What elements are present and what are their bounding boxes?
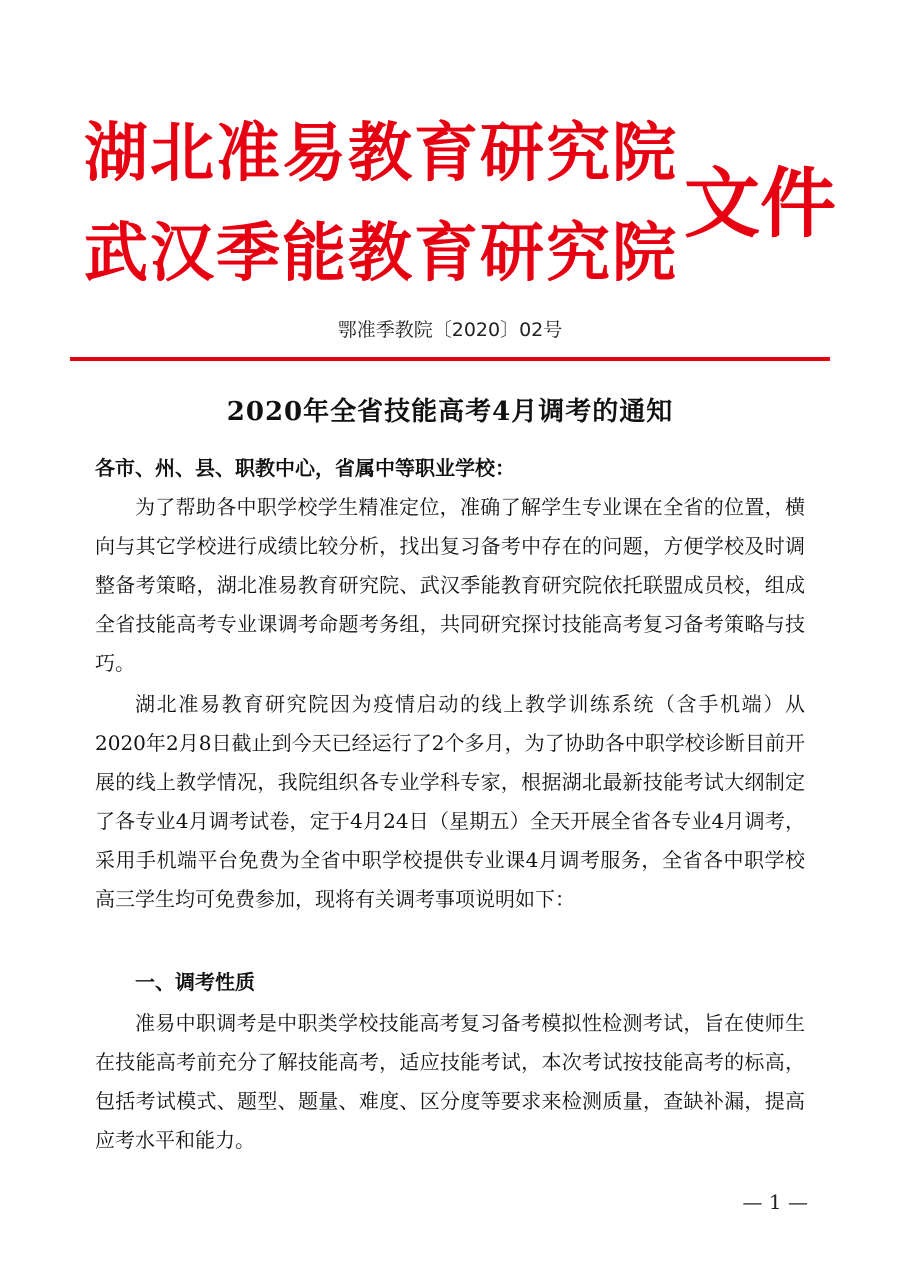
- page-number: — 1 —: [742, 1190, 808, 1214]
- masthead-line-2: 武汉季能教育研究院: [84, 217, 678, 291]
- red-divider-line: [70, 357, 830, 361]
- salutation: 各市、州、县、职教中心，省属中等职业学校：: [95, 456, 515, 480]
- paragraph-2: 湖北准易教育研究院因为疫情启动的线上教学训练系统（含手机端）从2020年2月8日截止到今天已经运行了2个多月，为了协助各中职学校诊断目前开展的线上教学情况，我院组织各专业学科专家，根据湖北最新技能考试大纲制定了各专业4月调考试卷，定于4月24日（星期五）全天开展全省各专业4月调考，采用手机端平台免费为全省中职学校提供专业课4月调考服务，全省各中职学校高三学生均可免费参加，现将有关调考事项说明如下：: [95, 692, 805, 911]
- masthead-suffix: 文件: [684, 159, 836, 248]
- masthead-line-1: 湖北准易教育研究院: [84, 117, 678, 191]
- document-number: 鄂准季教院〔2020〕02号: [337, 319, 563, 341]
- section-heading-1: 一、调考性质: [135, 970, 255, 994]
- section-1-body: 准易中职调考是中职类学校技能高考复习备考模拟性检测考试，旨在使师生在技能高考前充分了解技能高考，适应技能考试，本次考试按技能高考的标高，包括考试模式、题型、题量、难度、区分度等要求来检测质量，查缺补漏，提高应考水平和能力。: [95, 1011, 805, 1152]
- paragraph-1: 为了帮助各中职学校学生精准定位，准确了解学生专业课在全省的位置，横向与其它学校进行成绩比较分析，找出复习备考中存在的问题，方便学校及时调整备考策略，湖北准易教育研究院、武汉季能教育研究院依托联盟成员校，组成全省技能高考专业课调考命题考务组，共同研究探讨技能高考复习备考策略与技巧。: [95, 495, 805, 675]
- document-title: 2020年全省技能高考4月调考的通知: [226, 397, 674, 427]
